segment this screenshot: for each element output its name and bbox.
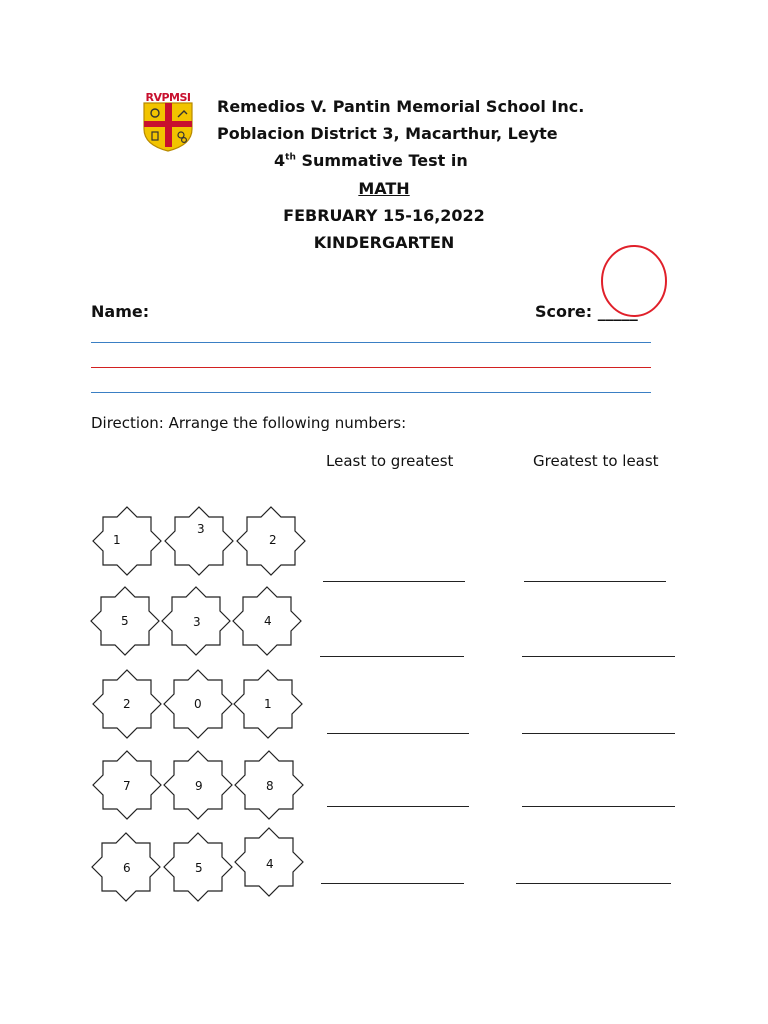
school-name: Remedios V. Pantin Memorial School Inc. bbox=[217, 97, 585, 116]
star-number: 6 bbox=[123, 861, 131, 875]
star-number: 9 bbox=[195, 779, 203, 793]
number-star bbox=[90, 831, 162, 903]
star-number: 3 bbox=[193, 615, 201, 629]
answer-blank-least-to-greatest[interactable] bbox=[321, 883, 464, 884]
number-star bbox=[89, 585, 161, 657]
number-star bbox=[160, 585, 232, 657]
star-number: 5 bbox=[195, 861, 203, 875]
number-star bbox=[162, 831, 234, 903]
number-star bbox=[91, 505, 163, 577]
answer-blank-least-to-greatest[interactable] bbox=[323, 581, 465, 582]
answer-blank-greatest-to-least[interactable] bbox=[522, 806, 675, 807]
number-star bbox=[162, 668, 234, 740]
answer-blank-greatest-to-least[interactable] bbox=[524, 581, 666, 582]
star-number: 7 bbox=[123, 779, 131, 793]
test-ordinal: 4 bbox=[274, 151, 286, 170]
greatest-to-least-heading: Greatest to least bbox=[533, 452, 659, 470]
number-star bbox=[235, 505, 307, 577]
score-label: Score: _____ bbox=[535, 302, 638, 321]
direction-text: Direction: Arrange the following numbers: bbox=[91, 414, 407, 432]
number-star bbox=[163, 505, 235, 577]
star-number: 0 bbox=[194, 697, 202, 711]
subject-title: MATH bbox=[358, 179, 410, 198]
answer-blank-least-to-greatest[interactable] bbox=[327, 806, 469, 807]
star-number: 8 bbox=[266, 779, 274, 793]
number-star bbox=[233, 826, 305, 898]
logo-text: RVPMSI bbox=[145, 91, 191, 104]
name-label: Name: bbox=[91, 302, 150, 321]
star-number: 4 bbox=[264, 614, 272, 628]
number-star bbox=[91, 668, 163, 740]
writing-line-bottom bbox=[91, 392, 651, 393]
grade-level: KINDERGARTEN bbox=[313, 233, 455, 252]
test-title-line bbox=[274, 151, 468, 170]
school-logo bbox=[138, 91, 198, 153]
answer-blank-greatest-to-least[interactable] bbox=[516, 883, 671, 884]
star-number: 2 bbox=[123, 697, 131, 711]
answer-blank-least-to-greatest[interactable] bbox=[327, 733, 469, 734]
number-star bbox=[231, 585, 303, 657]
answer-blank-greatest-to-least[interactable] bbox=[522, 733, 675, 734]
number-star bbox=[91, 749, 163, 821]
number-star bbox=[162, 749, 234, 821]
star-number: 3 bbox=[197, 522, 205, 536]
school-address: Poblacion District 3, Macarthur, Leyte bbox=[217, 124, 558, 143]
star-number: 1 bbox=[113, 533, 121, 547]
star-number: 2 bbox=[269, 533, 277, 547]
answer-blank-least-to-greatest[interactable] bbox=[320, 656, 464, 657]
number-star bbox=[232, 668, 304, 740]
answer-blank-greatest-to-least[interactable] bbox=[522, 656, 675, 657]
writing-line-middle bbox=[91, 367, 651, 368]
star-number: 5 bbox=[121, 614, 129, 628]
number-star bbox=[233, 749, 305, 821]
test-ordinal-suffix: th bbox=[285, 152, 296, 163]
writing-line-top bbox=[91, 342, 651, 343]
least-to-greatest-heading: Least to greatest bbox=[326, 452, 454, 470]
star-number: 4 bbox=[266, 857, 274, 871]
test-date: FEBRUARY 15-16,2022 bbox=[283, 206, 485, 225]
test-title: Summative Test in bbox=[301, 151, 468, 170]
star-number: 1 bbox=[264, 697, 272, 711]
